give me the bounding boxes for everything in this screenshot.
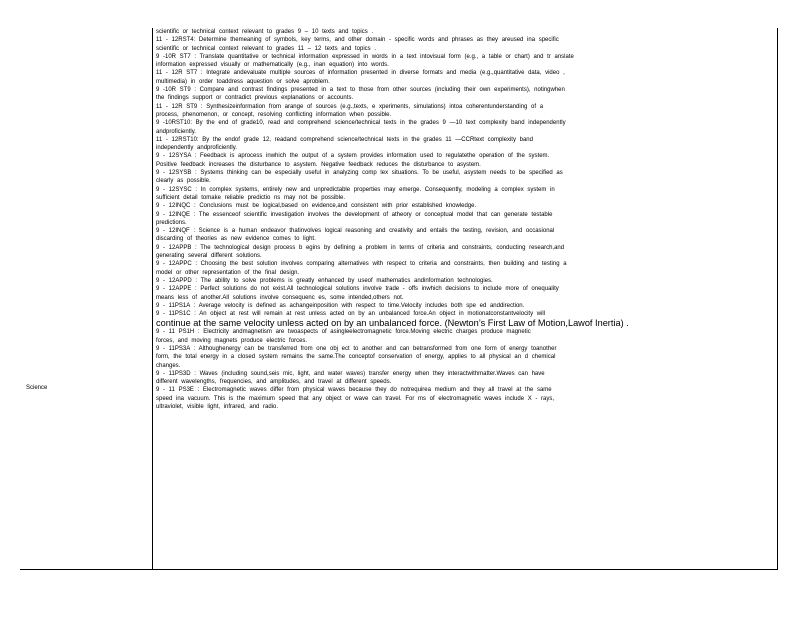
standard-text-line: forces, and moving magnets produce electric forces. [156, 337, 308, 344]
standard-text-line: 11 - 12R ST9 : Synthesizeinformation from arange of sources (e.g.,texts, e xperiments, simulations) intoa coherentunderstanding of a [156, 103, 544, 110]
standard-text-line: 9 - 12SYSB : Systems thinking can be especially useful in analyzing comp lex situations. To be useful, asystem needs to be specified as [156, 170, 563, 177]
standard-text-line: 9 - 11 PS3E : Electromagnetic waves differ from physical waves because they do notrequirea medium and they all travel at the same [156, 387, 552, 394]
standard-text-line: process, phenomenon, or concept, resolving conflicting information when possible. [156, 111, 392, 118]
standard-text-line: 9 - 12SYSC : In complex systems, entirely new and unpredictable properties may emerge. Consequently, modeling a complex system in [156, 186, 555, 193]
standard-text-line: generating several different solutions. [156, 253, 262, 260]
standard-text-line: 9 -10R ST7 : Translate quantitative or technical information expressed in words in a text intovisual form (e.g., a table or chart) and tr anslate [156, 53, 574, 60]
standard-text-line: information expressed visually or mathematically (e.g., inan equation) into words. [156, 62, 389, 69]
standard-text-line: predictions. [156, 219, 187, 226]
standard-text-line: continue at the same velocity unless acted on by an unbalanced force. (Newton’s First Law of Motion,Lawof Inertia) . [156, 318, 629, 329]
column-divider-left [152, 28, 153, 570]
subject-label: Science [26, 385, 48, 391]
standard-text-line: 9 - 12APPD : The ability to solve problems is greatly enhanced by useof mathematics andinformation technologies. [156, 277, 493, 284]
standard-text-line: different wavelengths, frequencies, and amplitudes, and travel at different speeds. [156, 379, 392, 386]
table-bottom-border [20, 569, 778, 570]
standard-text-line: 9 - 11 PS1H : Electricity andmagnetism are twoaspects of asingleelectromagnetic force.Moving electric charges produce magnetic [156, 329, 531, 336]
standard-text-line: 9 - 11PS3D : Waves (including sound,seis mic, light, and water waves) transfer energy when they interactwithmatter.Waves can have [156, 370, 545, 377]
standard-text-line: scientific or technical context relevant to grades 9 – 10 texts and topics . [156, 29, 374, 35]
standard-text-line: 9 - 12INQC : Conclusions must be logical,based on evidence,and consistent with prior established knowledge. [156, 203, 477, 210]
standard-text-line: ultraviolet, visible light, infrared, and radio. [156, 404, 279, 411]
standard-text-line: scientific or technical context relevant to grades 11 – 12 texts and topics . [156, 45, 376, 52]
standard-text-line: 9 -10RST10: By the end of grade10, read and comprehend science/technical texts in the grades 9 —10 text complexity band independently [156, 120, 566, 127]
column-divider-right [777, 28, 778, 570]
standard-text-line: 11 - 12RST4: Determine themeaning of symbols, key terms, and other domain - specific words and phrases as they areused ina specific [156, 37, 559, 44]
standard-text-line: clearly as possible. [156, 178, 211, 185]
standard-text-line: form, the total energy in a closed system remains the same.The conceptof conservation of energy, applies to all physical an d chemical [156, 354, 556, 361]
standard-text-line: discarding of theories as new evidence comes to light. [156, 236, 316, 243]
standard-text-line: 9 - 11PS1C : An object at rest will remain at rest unless acted on by an unbalanced force.An object in motionatconstantvelocity will [156, 311, 546, 318]
standards-text [156, 28, 774, 411]
standard-text-line: independently andproficiently. [156, 145, 237, 152]
standard-text-line: 9 - 12SYSA : Feedback is aprocess inwhich the output of a system provides information used to regulatethe operation of the system. [156, 153, 550, 160]
standard-text-line: 9 -10R ST9 : Compare and contrast findings presented in a text to those from other sources (including their own experiments), notingwhen [156, 87, 565, 94]
standard-text-line: 9 - 12APPB : The technological design process b egins by defining a problem in terms of criteria and constraints, conducting research,and [156, 244, 565, 251]
standard-text-line: 11 - 12RST10: By the endof grade 12, readand comprehend science/technical texts in the grades 11 —CCRtext complexity band [156, 136, 533, 143]
standards-table [20, 28, 778, 570]
standard-text-line: the findings support or contradict previous explanations or accounts. [156, 95, 354, 102]
standard-text-line: 9 - 12APPC : Choosing the best solution involves comparing alternatives with respect to criteria and constraints, then building and testing a [156, 261, 567, 268]
standard-text-line: andproficiently. [156, 128, 196, 135]
standard-text-line: 9 - 11PS1A : Average velocity is defined as achangeinposition with respect to time.Velocity includes both spe ed anddirection. [156, 302, 525, 309]
standard-text-line: speed ina vacuum. This is the maximum speed that any object or wave can travel. For ms of electromagnetic waves include X - rays, [156, 395, 555, 402]
standard-text-line: sufficient detail tomake reliable predictio ns may not be possible. [156, 194, 345, 201]
standard-text-line: 9 - 12INQE : The essenceof scientific investigation involves the development of atheory or conceptual model that can generate testable [156, 211, 553, 218]
standard-text-line: 9 - 11PS3A : Althoughenergy can be transferred from one obj ect to another and can betransformed from one form of energy toanother [156, 345, 557, 352]
standard-text-line: 9 - 12INQF : Science is a human endeavor thatinvolves logical reasoning and creativity and entails the testing, revision, and occasional [156, 228, 555, 235]
standard-text-line: 9 - 12APPE : Perfect solutions do not exist.All technological solutions involve trade - offs inwhich decisions to include more of onequality [156, 286, 559, 293]
standard-text-line: changes. [156, 362, 181, 369]
standard-text-line: 11 - 12R ST7 : Integrate andevaluate multiple sources of information presented in diverse formats and media (e.g.,quantitative data, video , [156, 70, 565, 77]
standard-text-line: multimedia) in order toaddress aquestion or solve aproblem. [156, 78, 330, 85]
standard-text-line: means less of another.All solutions involve consequenc es, some intended,others not. [156, 294, 404, 301]
standard-text-line: Positive feedback increases the disturbance to asystem. Negative feedback reduces the disturbance to asystem. [156, 161, 481, 168]
standard-text-line: model or other representation of the final design. [156, 269, 300, 276]
